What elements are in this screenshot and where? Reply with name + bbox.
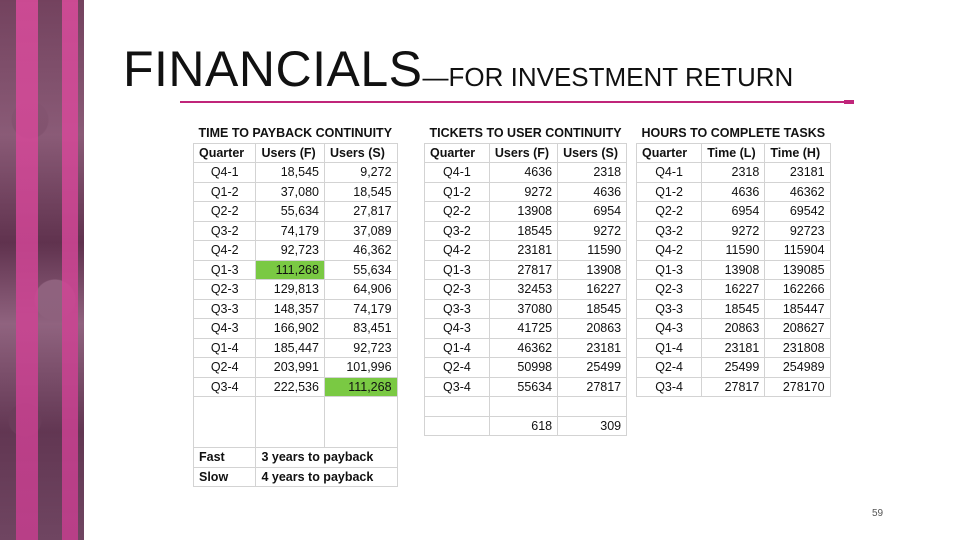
table-row: Q2-2 55,634 27,817 xyxy=(194,202,398,222)
table-row: Q1-3 111,268 55,634 xyxy=(194,260,398,280)
pink-overlay xyxy=(0,0,84,540)
table-row: Q3-3 148,357 74,179 xyxy=(194,299,398,319)
column-header: Quarter xyxy=(425,143,490,163)
column-header: Time (L) xyxy=(702,143,765,163)
table-row: Q1-3 27817 13908 xyxy=(425,260,627,280)
highlighted-cell: 111,268 xyxy=(256,260,325,280)
table-row: Q2-3 32453 16227 xyxy=(425,280,627,300)
table-row: Q3-2 74,179 37,089 xyxy=(194,221,398,241)
table-row: Q3-3 18545 185447 xyxy=(637,299,831,319)
slide-title xyxy=(123,40,793,98)
table-row: Q2-3 129,813 64,906 xyxy=(194,280,398,300)
column-header: Quarter xyxy=(637,143,702,163)
table-row: Q4-1 2318 23181 xyxy=(637,163,831,183)
column-header: Time (H) xyxy=(765,143,830,163)
table-row: Q2-2 6954 69542 xyxy=(637,202,831,222)
decorative-side-image xyxy=(0,0,84,540)
table-row: Q4-1 4636 2318 xyxy=(425,163,627,183)
tickets-table xyxy=(424,124,627,436)
table-row: Q1-3 13908 139085 xyxy=(637,260,831,280)
title-main: FINANCIALS xyxy=(123,41,423,97)
table-row: Q1-4 46362 23181 xyxy=(425,338,627,358)
table-title: HOURS TO COMPLETE TASKS xyxy=(637,124,831,143)
highlighted-cell: 111,268 xyxy=(324,377,397,397)
column-header: Users (F) xyxy=(256,143,325,163)
table-row: Q3-2 18545 9272 xyxy=(425,221,627,241)
column-header: Users (S) xyxy=(324,143,397,163)
table-row: Q1-4 23181 231808 xyxy=(637,338,831,358)
table-row: Q4-3 166,902 83,451 xyxy=(194,319,398,339)
table-title: TICKETS TO USER CONTINUITY xyxy=(425,124,627,143)
page-number: 59 xyxy=(872,508,884,519)
title-subtitle: —FOR INVESTMENT RETURN xyxy=(422,62,794,92)
column-header: Users (F) xyxy=(489,143,557,163)
empty-row xyxy=(194,397,398,448)
table-row: Q1-2 9272 4636 xyxy=(425,182,627,202)
table-row: Q1-2 4636 46362 xyxy=(637,182,831,202)
table-row: Q4-1 18,545 9,272 xyxy=(194,163,398,183)
table-row: Q2-2 13908 6954 xyxy=(425,202,627,222)
column-header: Users (S) xyxy=(558,143,627,163)
table-row: Q2-4 203,991 101,996 xyxy=(194,358,398,378)
totals-row xyxy=(425,416,627,436)
table-row: Q1-4 185,447 92,723 xyxy=(194,338,398,358)
table-row: Q4-2 11590 115904 xyxy=(637,241,831,261)
table-title: TIME TO PAYBACK CONTINUITY xyxy=(194,124,398,143)
table-row: Q4-3 41725 20863 xyxy=(425,319,627,339)
table-row: Q3-4 55634 27817 xyxy=(425,377,627,397)
note-row: Slow 4 years to payback xyxy=(194,467,398,487)
table-row: Q2-3 16227 162266 xyxy=(637,280,831,300)
table-row: Q4-2 92,723 46,362 xyxy=(194,241,398,261)
table-row: Q3-2 9272 92723 xyxy=(637,221,831,241)
table-row: Q2-4 50998 25499 xyxy=(425,358,627,378)
note-row: Fast 3 years to payback xyxy=(194,448,398,468)
table-row: Q4-3 20863 208627 xyxy=(637,319,831,339)
table-row: Q4-2 23181 11590 xyxy=(425,241,627,261)
table-row: Q3-4 222,536 111,268 xyxy=(194,377,398,397)
table-row: Q3-3 37080 18545 xyxy=(425,299,627,319)
table-row: Q1-2 37,080 18,545 xyxy=(194,182,398,202)
table-row: Q2-4 25499 254989 xyxy=(637,358,831,378)
payback-table xyxy=(193,124,398,487)
table-row: Q3-4 27817 278170 xyxy=(637,377,831,397)
empty-row xyxy=(425,397,627,417)
total-users-s: 309 xyxy=(558,416,627,436)
total-users-f: 618 xyxy=(489,416,557,436)
hours-table xyxy=(636,124,831,397)
column-header: Quarter xyxy=(194,143,256,163)
title-underline xyxy=(180,101,852,103)
